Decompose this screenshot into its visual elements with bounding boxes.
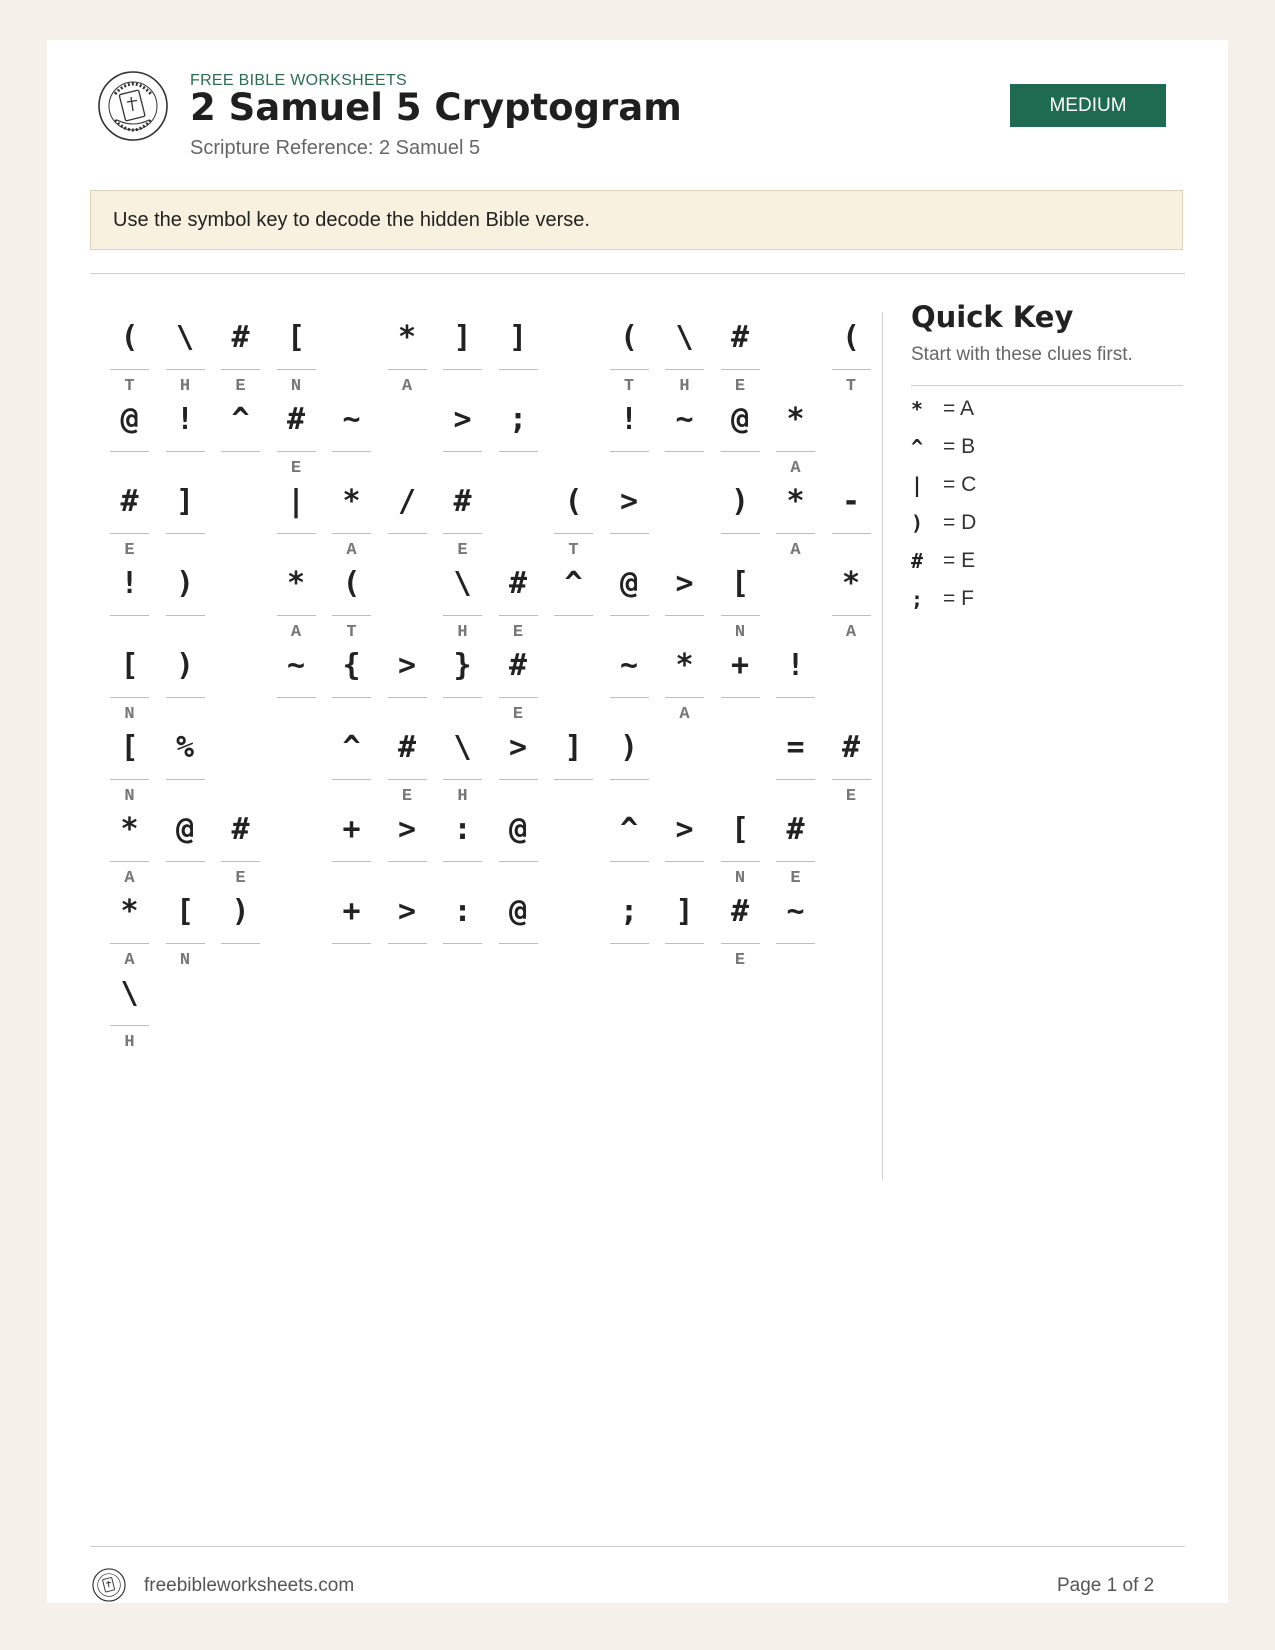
answer-line: [721, 533, 760, 534]
answer-line: [332, 533, 371, 534]
decoded-letter: N: [124, 787, 135, 806]
cipher-symbol: !: [175, 402, 195, 437]
answer-line: [221, 369, 260, 370]
cipher-symbol: #: [286, 402, 306, 437]
answer-line: [721, 369, 760, 370]
cipher-symbol: ): [619, 730, 639, 765]
answer-line: [832, 533, 871, 534]
brand-name: FREE BIBLE WORKSHEETS: [190, 72, 408, 89]
decoded-letter: A: [290, 623, 302, 642]
answer-line: [166, 451, 205, 452]
cipher-symbol: (: [120, 320, 139, 355]
cipher-symbol: *: [286, 566, 306, 601]
cipher-symbol: ): [730, 484, 750, 519]
cipher-symbol: ~: [619, 648, 639, 683]
decoded-letter: E: [734, 377, 746, 396]
cipher-symbol: %: [175, 730, 195, 765]
cipher-symbol: ): [231, 894, 250, 929]
answer-line: [776, 779, 815, 780]
cipher-symbol: ~: [342, 402, 361, 437]
decoded-letter: A: [679, 705, 690, 724]
answer-line: [166, 369, 205, 370]
cipher-symbol: {: [342, 648, 361, 683]
cipher-symbol: (: [564, 484, 583, 519]
footer-logo-icon: [92, 1568, 126, 1602]
answer-line: [110, 451, 149, 452]
key-value: = E: [943, 549, 976, 572]
decoded-letter: E: [290, 459, 302, 478]
quick-key-entry: [911, 584, 974, 614]
cipher-symbol: ;: [508, 402, 528, 437]
decoded-letter: A: [124, 951, 135, 970]
decoded-letter: T: [845, 377, 857, 396]
answer-line: [610, 943, 649, 944]
answer-line: [166, 943, 205, 944]
answer-line: [776, 861, 815, 862]
scripture-reference: Scripture Reference: 2 Samuel 5: [190, 137, 481, 159]
answer-line: [443, 943, 482, 944]
decoded-letter: N: [179, 951, 191, 970]
cipher-symbol: >: [675, 812, 694, 847]
decoded-letter: T: [346, 623, 357, 642]
cryptogram-puzzle: [47, 40, 867, 1140]
quick-key-entry: [911, 470, 976, 500]
decoded-letter: E: [734, 951, 746, 970]
answer-line: [776, 943, 815, 944]
cipher-symbol: >: [397, 812, 417, 847]
key-value: = F: [943, 587, 974, 610]
answer-line: [388, 697, 427, 698]
cipher-symbol: ;: [619, 894, 639, 929]
decoded-letter: T: [124, 377, 135, 396]
answer-line: [721, 615, 760, 616]
cipher-symbol: #: [730, 894, 750, 929]
cipher-symbol: ^: [564, 566, 583, 601]
key-symbol: #: [911, 549, 924, 573]
answer-line: [277, 369, 316, 370]
cipher-symbol: ): [175, 648, 195, 683]
answer-line: [665, 697, 704, 698]
answer-line: [166, 697, 205, 698]
decoded-letter: N: [290, 377, 302, 396]
quick-key-subtitle: Start with these clues first.: [911, 344, 1133, 365]
page-number: Page 1 of 2: [1057, 1575, 1155, 1596]
cipher-symbol: +: [342, 812, 361, 847]
worksheet-page: [47, 40, 1228, 1603]
cipher-symbol: #: [508, 648, 528, 683]
cipher-symbol: >: [619, 484, 639, 519]
cipher-symbol: #: [786, 812, 805, 847]
cipher-symbol: [: [730, 566, 750, 601]
answer-line: [110, 861, 149, 862]
cipher-symbol: #: [730, 320, 750, 355]
answer-line: [610, 615, 649, 616]
cipher-symbol: @: [120, 402, 139, 437]
answer-line: [443, 779, 482, 780]
answer-line: [610, 451, 649, 452]
cipher-symbol: @: [508, 894, 528, 929]
answer-line: [665, 615, 704, 616]
cipher-symbol: +: [730, 648, 750, 683]
cipher-symbol: !: [619, 402, 639, 437]
cipher-symbol: ^: [231, 402, 250, 437]
answer-line: [721, 451, 760, 452]
cipher-symbol: [: [120, 730, 139, 765]
cipher-symbol: ^: [619, 812, 639, 847]
quick-key-divider: [911, 385, 1183, 386]
quick-key-title: Quick Key: [911, 300, 1074, 334]
decoded-letter: E: [457, 541, 468, 560]
decoded-letter: E: [235, 869, 246, 888]
quick-key-entry: [911, 432, 975, 462]
answer-line: [443, 615, 482, 616]
cipher-symbol: ]: [453, 320, 472, 355]
column-divider: [882, 312, 883, 1180]
answer-line: [332, 943, 371, 944]
decoded-letter: N: [124, 705, 135, 724]
decoded-letter: E: [401, 787, 413, 806]
answer-line: [110, 779, 149, 780]
answer-line: [610, 779, 649, 780]
answer-line: [110, 943, 149, 944]
decoded-letter: E: [512, 623, 524, 642]
answer-line: [166, 861, 205, 862]
answer-line: [721, 943, 760, 944]
answer-line: [332, 697, 371, 698]
key-value: = B: [943, 435, 976, 458]
answer-line: [388, 861, 427, 862]
cipher-symbol: #: [120, 484, 139, 519]
decoded-letter: E: [512, 705, 524, 724]
answer-line: [110, 697, 149, 698]
cipher-symbol: #: [397, 730, 417, 765]
key-symbol: ^: [911, 435, 924, 459]
key-symbol: ;: [911, 587, 924, 611]
decoded-letter: A: [346, 541, 357, 560]
answer-line: [110, 533, 149, 534]
cipher-symbol: =: [786, 730, 805, 765]
answer-line: [499, 943, 538, 944]
answer-line: [443, 369, 482, 370]
answer-line: [610, 369, 649, 370]
cipher-symbol: >: [397, 894, 417, 929]
cipher-symbol: ~: [286, 648, 306, 683]
answer-line: [221, 861, 260, 862]
answer-line: [443, 861, 482, 862]
answer-line: [721, 861, 760, 862]
answer-line: [110, 615, 149, 616]
cipher-symbol: *: [675, 648, 694, 683]
answer-line: [776, 451, 815, 452]
cipher-symbol: @: [508, 812, 528, 847]
answer-line: [221, 451, 260, 452]
decoded-letter: A: [845, 623, 857, 642]
answer-line: [443, 451, 482, 452]
cipher-symbol: ^: [342, 730, 361, 765]
cipher-symbol: -: [841, 484, 861, 519]
decoded-letter: H: [179, 377, 191, 396]
cipher-symbol: [: [120, 648, 139, 683]
answer-line: [499, 615, 538, 616]
decoded-letter: N: [734, 623, 746, 642]
quick-key-entry: [911, 394, 974, 424]
answer-line: [499, 779, 538, 780]
cipher-symbol: *: [342, 484, 361, 519]
cipher-symbol: /: [397, 484, 417, 519]
cipher-symbol: *: [786, 402, 805, 437]
cipher-symbol: [: [730, 812, 750, 847]
cipher-symbol: (: [841, 320, 861, 355]
answer-line: [277, 451, 316, 452]
cipher-symbol: ~: [675, 402, 694, 437]
answer-line: [277, 697, 316, 698]
answer-line: [554, 533, 593, 534]
cipher-symbol: >: [397, 648, 417, 683]
decoded-letter: A: [124, 869, 135, 888]
cipher-symbol: ~: [786, 894, 805, 929]
answer-line: [443, 697, 482, 698]
decoded-letter: H: [457, 623, 468, 642]
answer-line: [110, 369, 149, 370]
decoded-letter: E: [845, 787, 857, 806]
cipher-symbol: >: [453, 402, 472, 437]
answer-line: [665, 451, 704, 452]
answer-line: [332, 861, 371, 862]
difficulty-badge: MEDIUM: [1010, 84, 1166, 127]
cipher-symbol: *: [397, 320, 417, 355]
answer-line: [110, 1025, 149, 1026]
cipher-symbol: @: [619, 566, 639, 601]
cipher-symbol: >: [508, 730, 528, 765]
decoded-letter: T: [623, 377, 635, 396]
answer-line: [166, 533, 205, 534]
cipher-symbol: *: [120, 894, 139, 929]
decoded-letter: A: [790, 541, 801, 560]
cipher-symbol: *: [786, 484, 805, 519]
answer-line: [610, 697, 649, 698]
footer-site: freebibleworksheets.com: [144, 1575, 355, 1596]
answer-line: [610, 861, 649, 862]
answer-line: [665, 861, 704, 862]
cipher-symbol: (: [342, 566, 361, 601]
answer-line: [388, 943, 427, 944]
cipher-symbol: \: [120, 976, 139, 1011]
cipher-symbol: \: [453, 730, 472, 765]
cipher-symbol: [: [286, 320, 306, 355]
cipher-symbol: #: [231, 812, 250, 847]
answer-line: [388, 533, 427, 534]
cipher-symbol: ]: [508, 320, 528, 355]
decoded-letter: A: [790, 459, 801, 478]
answer-line: [388, 369, 427, 370]
cipher-symbol: !: [120, 566, 139, 601]
key-value: = D: [943, 511, 977, 534]
page-title: 2 Samuel 5 Cryptogram: [190, 86, 682, 129]
cipher-symbol: @: [730, 402, 750, 437]
decoded-letter: H: [457, 787, 468, 806]
answer-line: [554, 779, 593, 780]
cipher-symbol: ]: [175, 484, 195, 519]
answer-line: [721, 697, 760, 698]
answer-line: [776, 533, 815, 534]
cipher-symbol: |: [286, 484, 306, 519]
answer-line: [332, 615, 371, 616]
cipher-symbol: ]: [675, 894, 694, 929]
answer-line: [443, 533, 482, 534]
answer-line: [332, 779, 371, 780]
cipher-symbol: \: [175, 320, 195, 355]
key-value: = A: [943, 397, 974, 420]
cipher-symbol: \: [453, 566, 472, 601]
answer-line: [499, 861, 538, 862]
decoded-letter: E: [124, 541, 135, 560]
decoded-letter: N: [734, 869, 746, 888]
quick-key-entry: [911, 508, 976, 538]
footer-divider: [90, 1546, 1185, 1547]
answer-line: [610, 533, 649, 534]
cipher-symbol: *: [841, 566, 861, 601]
cipher-symbol: \: [675, 320, 694, 355]
answer-line: [388, 779, 427, 780]
decoded-letter: H: [124, 1033, 135, 1052]
answer-line: [554, 615, 593, 616]
cipher-symbol: }: [453, 648, 472, 683]
key-symbol: |: [911, 473, 924, 497]
cipher-symbol: ]: [564, 730, 583, 765]
cipher-symbol: (: [619, 320, 639, 355]
answer-line: [665, 943, 704, 944]
quick-key-entry: [911, 546, 975, 576]
answer-line: [332, 451, 371, 452]
cipher-symbol: @: [175, 812, 195, 847]
cipher-symbol: *: [120, 812, 139, 847]
answer-line: [166, 615, 205, 616]
answer-line: [832, 369, 871, 370]
decoded-letter: E: [790, 869, 801, 888]
instructions-text: Use the symbol key to decode the hidden Bible verse.: [113, 208, 590, 231]
answer-line: [166, 779, 205, 780]
decoded-letter: H: [679, 377, 690, 396]
cipher-symbol: >: [675, 566, 694, 601]
key-symbol: *: [911, 397, 924, 421]
cipher-symbol: [: [175, 894, 195, 929]
cipher-symbol: :: [453, 894, 472, 929]
key-symbol: ): [911, 511, 924, 535]
answer-line: [221, 943, 260, 944]
cipher-symbol: #: [453, 484, 472, 519]
decoded-letter: A: [401, 377, 413, 396]
answer-line: [499, 369, 538, 370]
answer-line: [499, 451, 538, 452]
decoded-letter: E: [235, 377, 246, 396]
cipher-symbol: ): [175, 566, 195, 601]
cipher-symbol: !: [786, 648, 805, 683]
cipher-symbol: #: [231, 320, 250, 355]
answer-line: [832, 779, 871, 780]
answer-line: [499, 697, 538, 698]
cipher-symbol: #: [841, 730, 861, 765]
decoded-letter: T: [568, 541, 579, 560]
answer-line: [665, 369, 704, 370]
answer-line: [832, 615, 871, 616]
cipher-symbol: +: [342, 894, 361, 929]
key-value: = C: [943, 473, 977, 496]
answer-line: [776, 697, 815, 698]
cipher-symbol: :: [453, 812, 472, 847]
cipher-symbol: #: [508, 566, 528, 601]
answer-line: [277, 533, 316, 534]
answer-line: [277, 615, 316, 616]
